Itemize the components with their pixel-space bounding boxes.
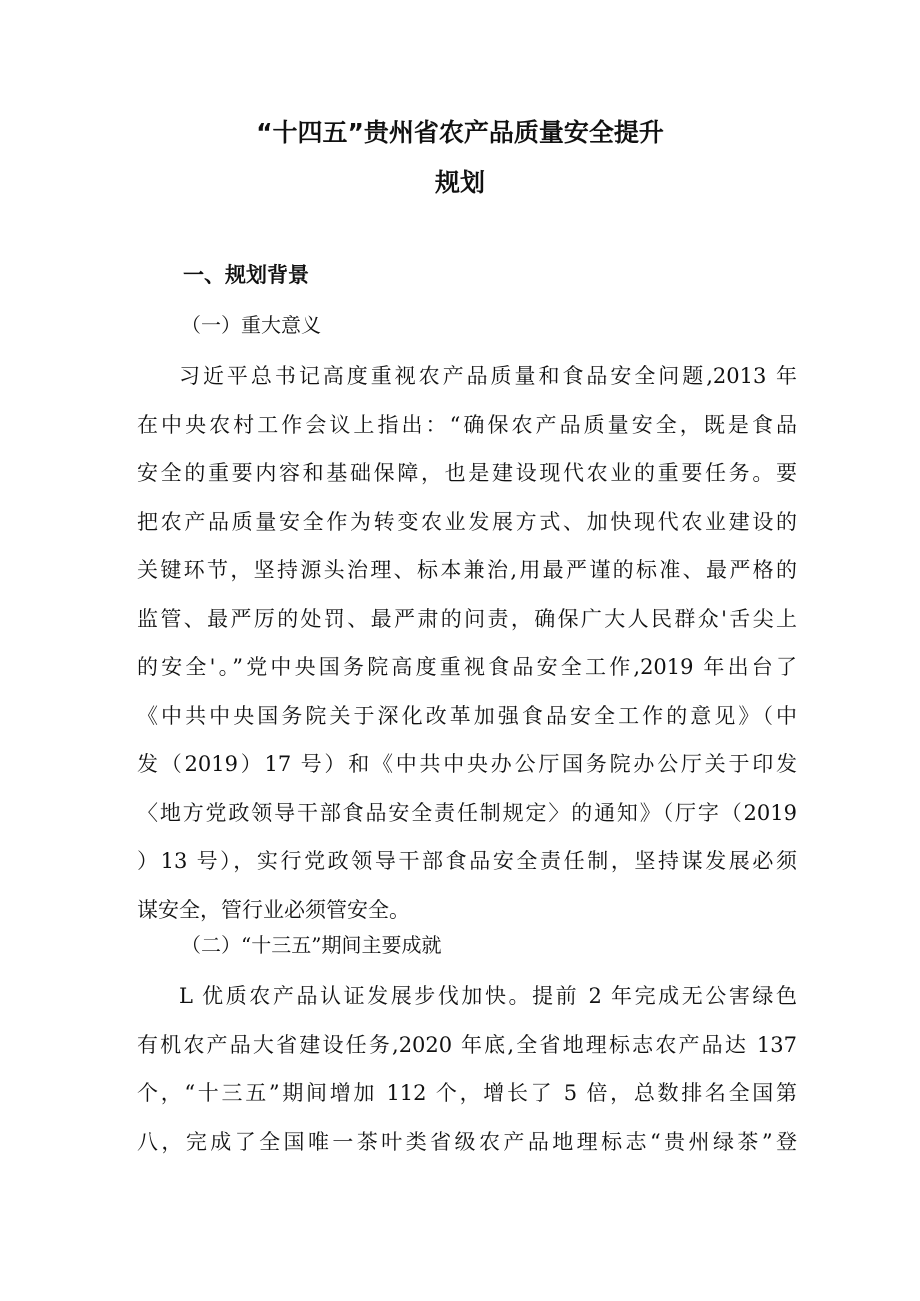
text-line: 《中共中央国务院关于深化改革加强食品安全工作的意见》（中 <box>137 703 797 728</box>
text-line: 习近平总书记高度重视农产品质量和食品安全问题,2013 年 <box>179 364 797 388</box>
text-line: 监管、最严厉的处罚、最严肃的问责，确保广大人民群众'舌尖上 <box>137 606 797 631</box>
text-line: 安全的重要内容和基础保障，也是建设现代农业的重要任务。要 <box>137 461 797 485</box>
paragraph-achievements <box>137 972 797 1166</box>
text-line: 关键环节，坚持源头治理、标本兼治,用最严谨的标准、最严格的 <box>137 558 797 582</box>
document-title-continued: 规划 <box>434 168 485 197</box>
text-line: 〈地方党政领导干部食品安全责任制规定〉的通知》（厅字（2019 <box>137 800 797 825</box>
text-line: 八，完成了全国唯一茶叶类省级农产品地理标志“贵州绿茶”登 <box>137 1129 797 1154</box>
text-line: 个，“十三五”期间增加 112 个，增长了 5 倍，总数排名全国第 <box>137 1081 797 1105</box>
document-title: “十四五”贵州省农产品质量安全提升 <box>256 118 664 147</box>
text-line: 的安全'。”党中央国务院高度重视食品安全工作,2019 年出台了 <box>137 655 797 679</box>
section-heading-background: 一、规划背景 <box>183 263 309 287</box>
text-line: L 优质农产品认证发展步伐加快。提前 2 年完成无公害绿色 <box>179 984 797 1008</box>
text-line: 发（2019）17 号）和《中共中央办公厅国务院办公厅关于印发 <box>137 752 797 776</box>
text-line: ）13 号），实行党政领导干部食品安全责任制，坚持谋发展必须 <box>137 849 797 873</box>
text-line: 谋安全，管行业必须管安全。 <box>137 897 410 922</box>
subsection-heading-achievements: （二）“十三五”期间主要成就 <box>181 933 442 957</box>
text-line: 把农产品质量安全作为转变农业发展方式、加快现代农业建设的 <box>137 509 797 534</box>
paragraph-significance <box>137 352 797 934</box>
text-line: 有机农产品大省建设任务,2020 年底,全省地理标志农产品达 137 <box>137 1032 797 1057</box>
text-line: 在中央农村工作会议上指出：“确保农产品质量安全，既是食品 <box>137 412 797 437</box>
subsection-heading-significance: （一）重大意义 <box>181 313 321 337</box>
